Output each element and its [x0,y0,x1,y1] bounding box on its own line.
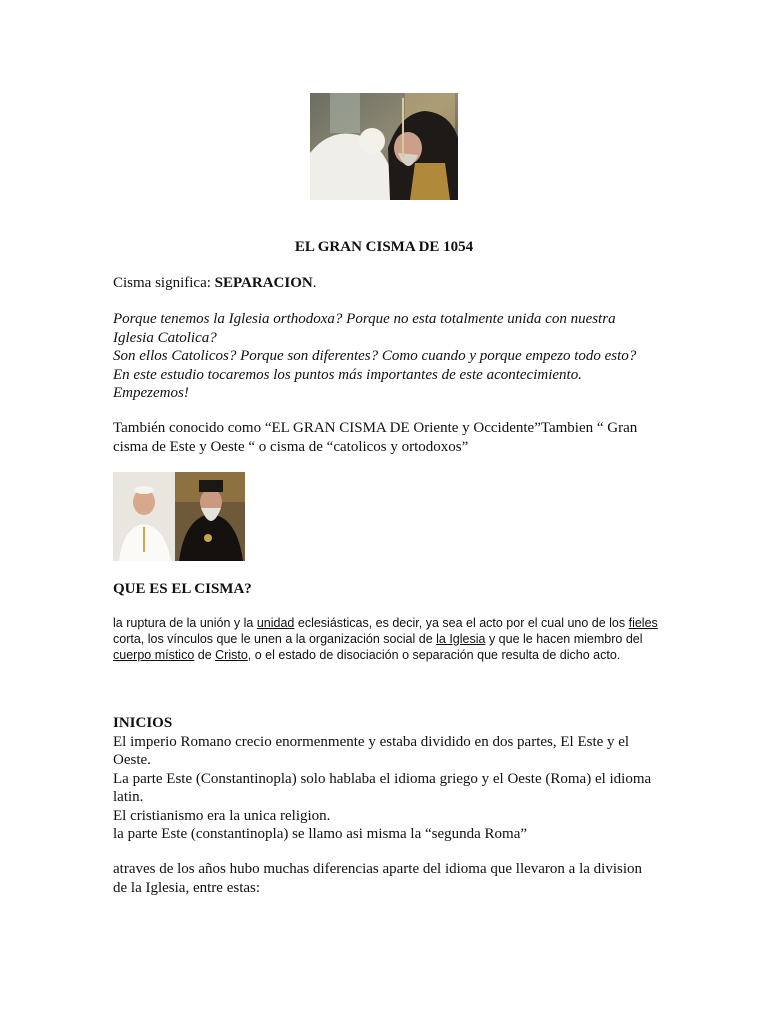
cisma-definition-line [113,274,658,293]
also-known-paragraph: También conocido como “EL GRAN CISMA DE Oriente y Occidente”Tambien “ Gran cisma de Este y Oeste “ o cisma de “catolicos y ortodoxos” [113,420,638,455]
question-line: En este estudio tocaremos los puntos más importantes de este acontecimiento. [113,366,582,383]
definition-text: , o el estado de disociación o separación que resulta de dicho acto. [247,648,621,662]
cuerpo-mistico-link[interactable]: cuerpo místico [113,648,195,662]
cisma-value: SEPARACION [214,275,313,291]
que-es-heading: QUE ES EL CISMA? [113,581,252,597]
la-iglesia-link[interactable]: la Iglesia [436,632,486,646]
definition-text: corta, los vínculos que le unen a la organización social de [113,632,437,646]
inicios-line: El imperio Romano crecio enormenmente y estaba dividido en dos partes, El Este y el Oeste. [113,733,630,768]
page-title: EL GRAN CISMA DE 1054 [294,239,474,255]
unidad-link[interactable]: unidad [256,616,295,630]
inicios-heading: INICIOS [113,715,173,731]
question-line: Empezemos! [113,385,189,401]
closing-paragraph: atraves de los años hubo muchas diferencias aparte del idioma que llevaron a la division de la Iglesia, entre estas: [113,861,642,896]
cristo-link[interactable]: Cristo [215,648,248,662]
question-line: Porque tenemos la Iglesia orthodoxa? Porque no esta totalmente unida con nuestra Iglesia Catolica? [113,311,616,346]
question-line: Son ellos Catolicos? Porque son diferentes? Como cuando y porque empezo todo esto? [113,348,637,364]
cisma-definition-paragraph [113,615,658,663]
portraits-photo [113,472,245,561]
portraits-photo-image [113,472,245,561]
inicios-line: La parte Este (Constantinopla) solo hablaba el idioma griego y el Oeste (Roma) el idioma latin. [113,770,652,805]
intro-questions [113,310,658,403]
inicios-line: la parte Este (constantinopla) se llamo asi misma la “segunda Roma” [113,826,528,842]
cisma-end: . [312,275,317,291]
fieles-link[interactable]: fieles [628,616,658,630]
definition-text: y que le hacen miembro del [485,632,643,646]
definition-text: eclesiásticas, es decir, ya sea el acto por el cual uno de los [294,616,629,630]
definition-text: la ruptura de la unión y la [113,616,257,630]
embrace-photo [310,93,458,200]
embrace-photo-image [310,93,458,200]
cisma-label: Cisma significa: [113,275,215,291]
inicios-line: El cristianismo era la unica religion. [113,807,331,824]
definition-text: de [194,648,216,662]
inicios-section [113,714,658,844]
